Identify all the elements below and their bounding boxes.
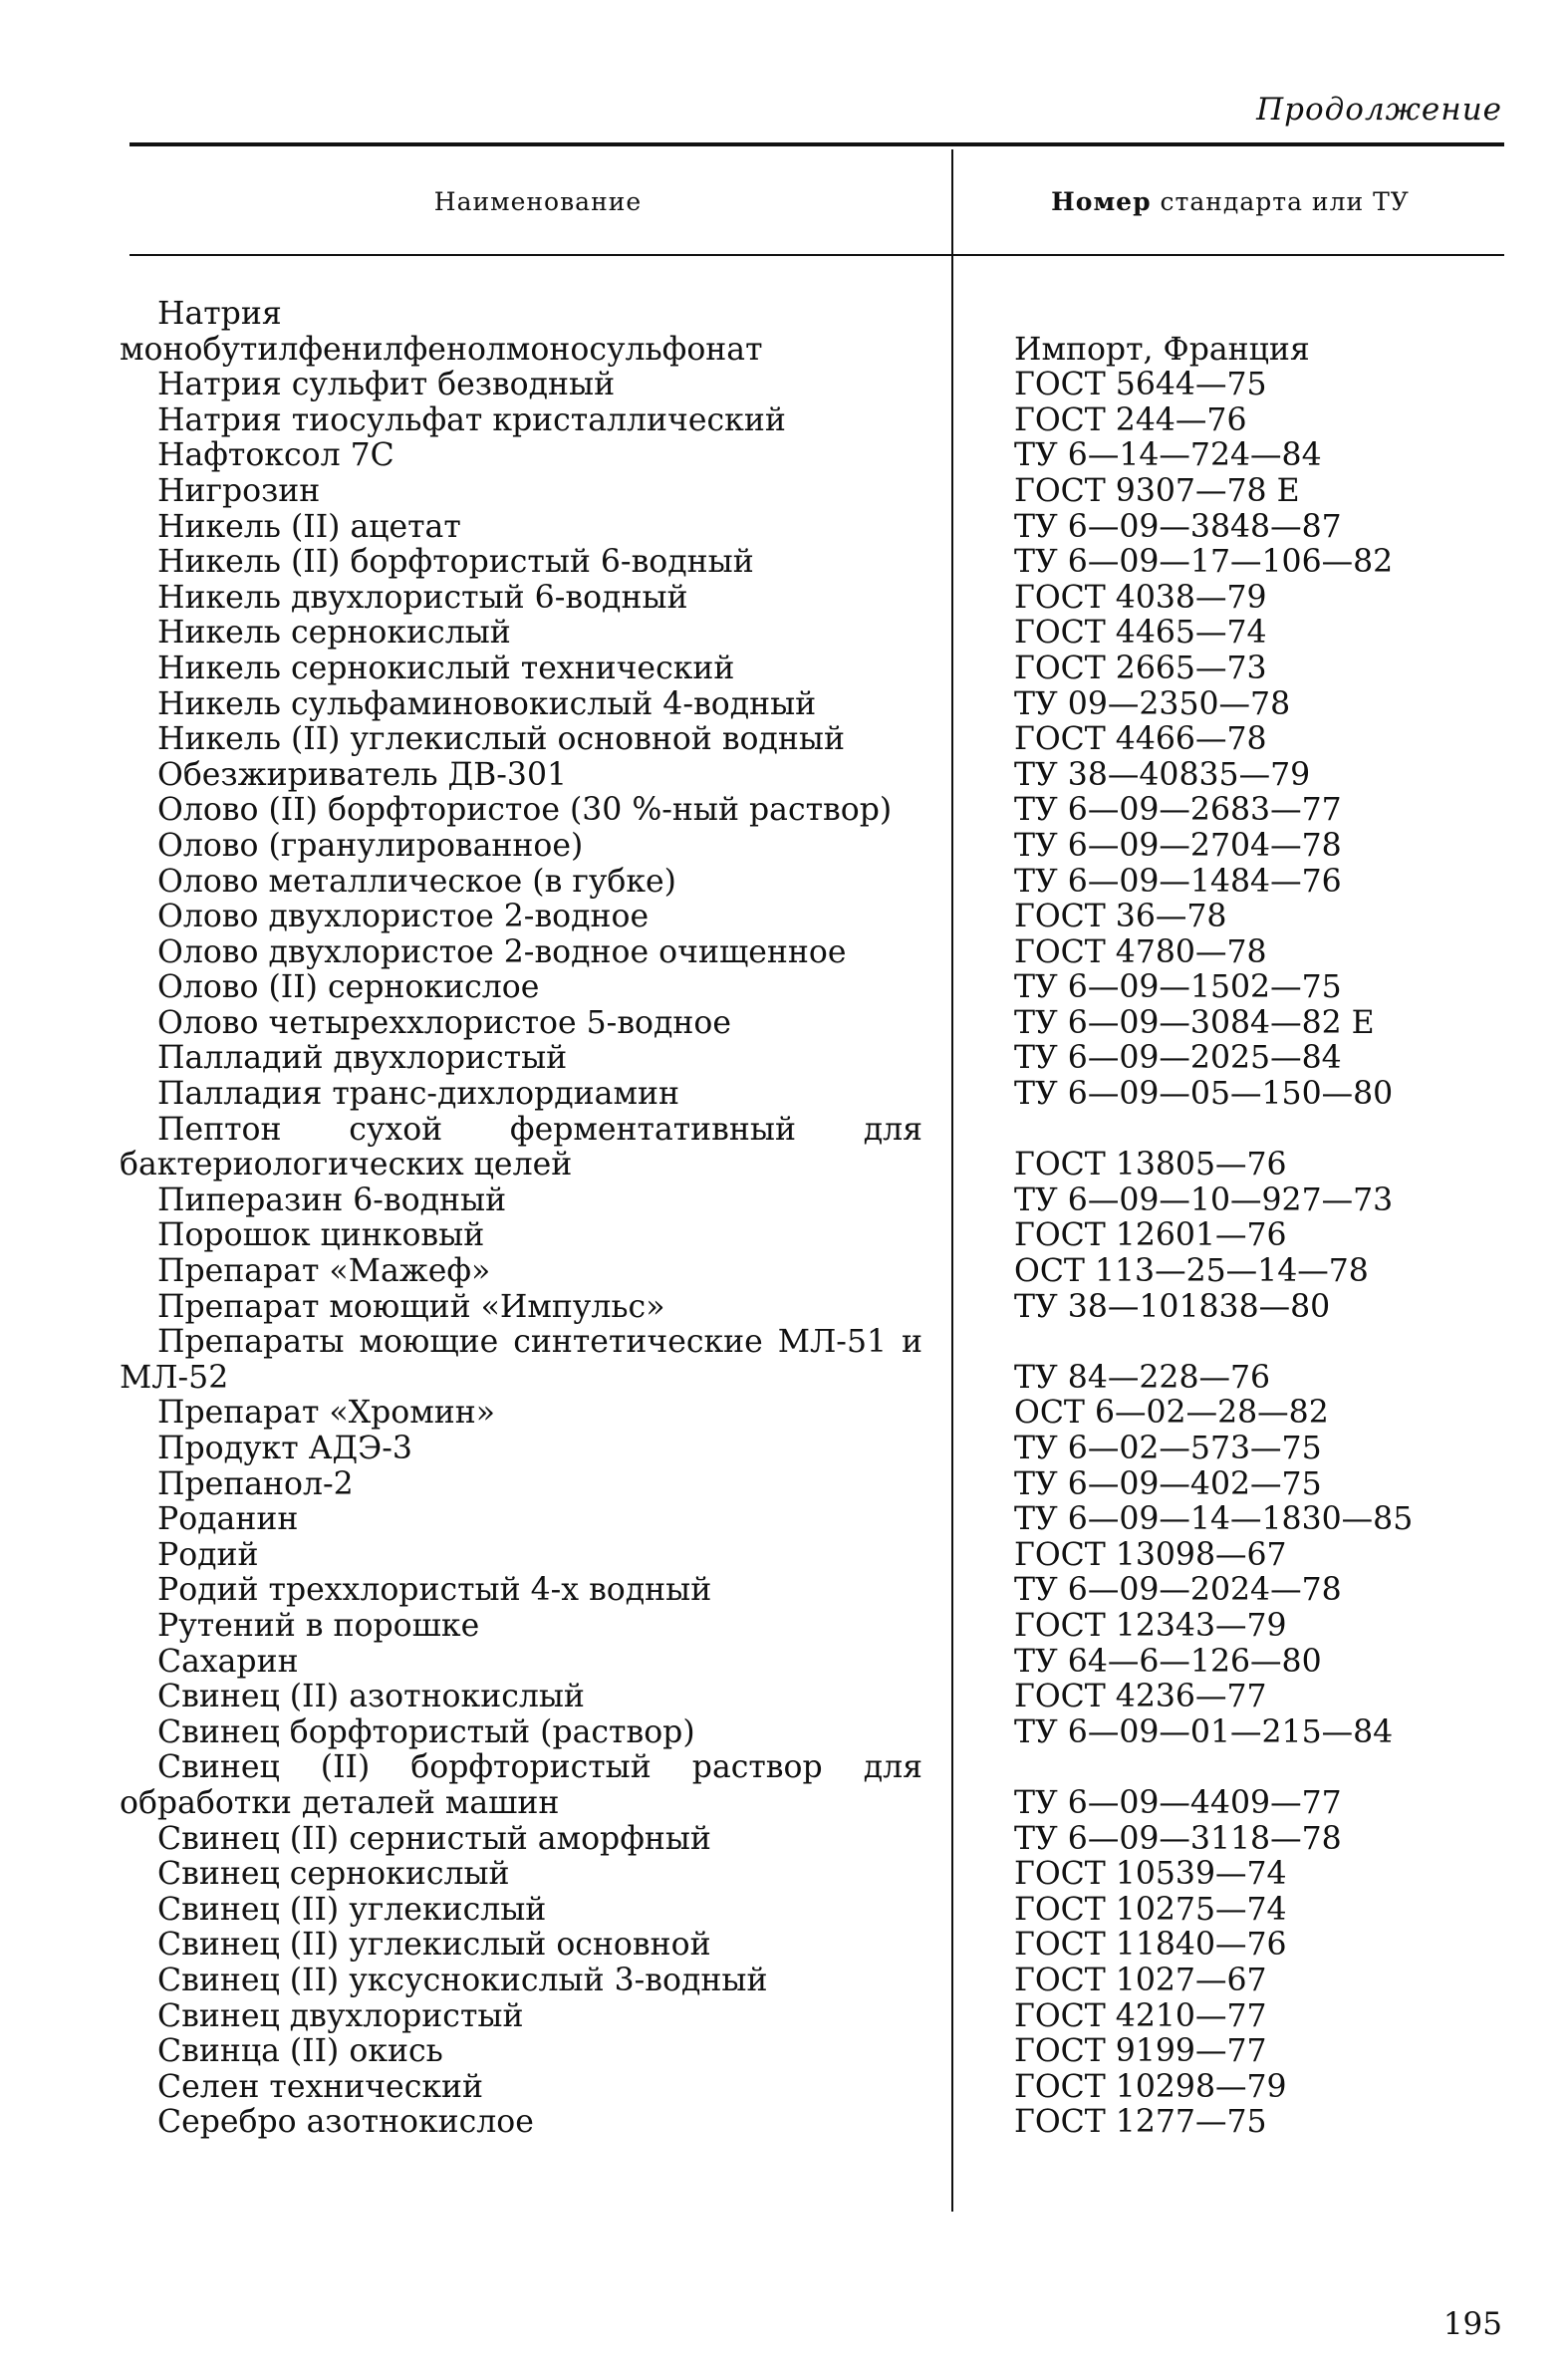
standard-number: ТУ 6—09—2025—84 xyxy=(1014,1040,1342,1077)
standard-number: ОСТ 113—25—14—78 xyxy=(1014,1253,1369,1290)
standard-number: ГОСТ 2665—73 xyxy=(1014,650,1267,686)
standard-number: ГОСТ 4038—79 xyxy=(1014,579,1267,616)
table-row xyxy=(0,1715,1568,1751)
substance-name: Олово (гранулированное) xyxy=(157,827,584,864)
substance-name: Никель двухлористый 6-водный xyxy=(157,579,688,616)
substance-name: Пептон сухой ферментативный для бактериологических целей xyxy=(120,1111,922,1183)
table-row xyxy=(0,297,1568,368)
table-top-rule xyxy=(130,142,1504,146)
substance-name: Препарат «Мажеф» xyxy=(157,1253,491,1290)
standard-number: ГОСТ 13805—76 xyxy=(1014,1147,1287,1183)
substance-name: Свинец борфтористый (раствор) xyxy=(157,1713,695,1750)
standard-number: ТУ 6—09—2024—78 xyxy=(1014,1572,1342,1609)
standard-number: ГОСТ 1027—67 xyxy=(1014,1962,1267,1998)
substance-name: Родий треххлористый 4-х водный xyxy=(157,1572,712,1609)
standard-number: ТУ 6—09—2683—77 xyxy=(1014,792,1342,829)
substance-name: Палладия транс-дихлордиамин xyxy=(157,1076,679,1113)
standard-number: ГОСТ 4465—74 xyxy=(1014,615,1267,652)
table-body xyxy=(0,297,1568,2141)
table-row xyxy=(0,368,1568,403)
standard-number: ТУ 6—09—10—927—73 xyxy=(1014,1182,1394,1218)
standard-number: ГОСТ 12343—79 xyxy=(1014,1607,1287,1644)
substance-name: Свинец сернокислый xyxy=(157,1856,510,1893)
substance-name: Никель (II) ацетат xyxy=(157,508,461,545)
table-row xyxy=(0,545,1568,581)
standard-number: ГОСТ 9307—78 Е xyxy=(1014,472,1300,509)
standard-number: ТУ 38—40835—79 xyxy=(1014,756,1311,793)
substance-name: Рутений в порошке xyxy=(157,1607,480,1644)
substance-name: Олово четыреххлористое 5-водное xyxy=(157,1004,732,1041)
table-row xyxy=(0,2034,1568,2070)
substance-name: Олово двухлористое 2-водное xyxy=(157,899,650,935)
page-number: 195 xyxy=(1442,2306,1502,2342)
table-row xyxy=(0,581,1568,617)
table-row xyxy=(0,1432,1568,1467)
table-row xyxy=(0,1218,1568,1254)
substance-name: Натрия тиосульфат кристаллический xyxy=(157,401,786,438)
standard-number: ГОСТ 4210—77 xyxy=(1014,1997,1267,2034)
column-header-standard-bold: Номер xyxy=(1051,187,1152,216)
substance-name: Серебро азотнокислое xyxy=(157,2104,534,2141)
standard-number: ТУ 6—02—573—75 xyxy=(1014,1431,1322,1466)
standard-number: ТУ 09—2350—78 xyxy=(1014,685,1291,722)
standard-number: ТУ 6—09—1502—75 xyxy=(1014,969,1342,1006)
table-row xyxy=(0,865,1568,901)
standard-number: ТУ 6—09—14—1830—85 xyxy=(1014,1501,1414,1538)
table-row xyxy=(0,1928,1568,1964)
substance-name: Натрия сульфит безводный xyxy=(157,367,616,403)
standard-number: ТУ 6—09—01—215—84 xyxy=(1014,1713,1394,1750)
standard-number: ГОСТ 10275—74 xyxy=(1014,1891,1287,1928)
substance-name: Никель (II) углекислый основной водный xyxy=(157,721,845,758)
substance-name: Порошок цинковый xyxy=(157,1217,485,1254)
standard-number: ТУ 6—09—4409—77 xyxy=(1014,1784,1342,1821)
substance-name: Свинца (II) окись xyxy=(157,2033,443,2070)
table-row xyxy=(0,1680,1568,1715)
table-row xyxy=(0,652,1568,687)
table-row xyxy=(0,758,1568,794)
standard-number: ГОСТ 13098—67 xyxy=(1014,1536,1287,1573)
substance-name: Родий xyxy=(157,1536,259,1573)
table-row xyxy=(0,438,1568,474)
table-row xyxy=(0,2070,1568,2106)
standard-number: ТУ 84—228—76 xyxy=(1014,1359,1271,1396)
substance-name: Никель сульфаминовокислый 4-водный xyxy=(157,685,817,722)
substance-name: Олово (II) сернокислое xyxy=(157,969,540,1006)
table-row xyxy=(0,474,1568,510)
standard-number: Импорт, Франция xyxy=(1014,331,1310,368)
table-row xyxy=(0,1254,1568,1290)
table-row xyxy=(0,900,1568,935)
substance-name: Свинец (II) углекислый основной xyxy=(157,1927,711,1964)
standard-number: ГОСТ 1277—75 xyxy=(1014,2104,1267,2141)
substance-name: Обезжириватель ДВ-301 xyxy=(157,756,568,793)
table-row xyxy=(0,1822,1568,1858)
standard-number: ГОСТ 244—76 xyxy=(1014,401,1247,438)
substance-name: Никель (II) борфтористый 6-водный xyxy=(157,544,754,581)
standard-number: ТУ 6—09—1484—76 xyxy=(1014,863,1342,900)
table-row xyxy=(0,722,1568,758)
table-row xyxy=(0,687,1568,723)
table-row xyxy=(0,1573,1568,1609)
standard-number: ТУ 6—14—724—84 xyxy=(1014,437,1322,474)
standard-number: ГОСТ 12601—76 xyxy=(1014,1217,1287,1254)
standard-number: ГОСТ 9199—77 xyxy=(1014,2033,1267,2070)
standard-number: ГОСТ 10298—79 xyxy=(1014,2068,1287,2105)
table-row xyxy=(0,1467,1568,1503)
substance-name: Палладий двухлористый xyxy=(157,1040,568,1077)
substance-name: Натрия монобутилфенилфенолмоносульфонат xyxy=(120,296,763,368)
substance-name: Нафтоксол 7С xyxy=(157,437,394,474)
table-row xyxy=(0,1041,1568,1077)
table-row xyxy=(0,1077,1568,1113)
substance-name: Сахарин xyxy=(157,1643,299,1680)
table-row xyxy=(0,1502,1568,1538)
table-row xyxy=(0,1290,1568,1326)
substance-name: Свинец двухлористый xyxy=(157,1997,524,2034)
substance-name: Препарат «Хромин» xyxy=(157,1395,496,1432)
standard-number: ОСТ 6—02—28—82 xyxy=(1014,1395,1329,1432)
standard-number: ТУ 6—09—402—75 xyxy=(1014,1465,1322,1502)
standard-number: ТУ 6—09—2704—78 xyxy=(1014,827,1342,864)
standard-number: ТУ 6—09—3084—82 Е xyxy=(1014,1004,1375,1041)
table-row xyxy=(0,1183,1568,1219)
substance-name: Свинец (II) уксуснокислый 3-водный xyxy=(157,1962,768,1998)
substance-name: Препарат моющий «Импульс» xyxy=(157,1288,665,1325)
standard-number: ТУ 38—101838—80 xyxy=(1014,1288,1331,1325)
table-row xyxy=(0,1857,1568,1893)
table-row xyxy=(0,935,1568,971)
standard-number: ГОСТ 36—78 xyxy=(1014,899,1227,935)
table-row xyxy=(0,1006,1568,1042)
substance-name: Препанол-2 xyxy=(157,1465,354,1502)
column-header-standard xyxy=(956,187,1504,216)
table-row xyxy=(0,1999,1568,2035)
standard-number: ТУ 64—6—126—80 xyxy=(1014,1643,1322,1680)
substance-name: Свинец (II) сернистый аморфный xyxy=(157,1820,711,1857)
substance-name: Олово двухлористое 2-водное очищенное xyxy=(157,933,847,970)
substance-name: Никель сернокислый xyxy=(157,615,511,652)
table-row xyxy=(0,1609,1568,1645)
standard-number: ГОСТ 4780—78 xyxy=(1014,933,1267,970)
header-bottom-rule xyxy=(130,254,1504,256)
substance-name: Свинец (II) борфтористый раствор для обработки деталей машин xyxy=(120,1749,922,1821)
table-row xyxy=(0,1538,1568,1574)
substance-name: Олово металлическое (в губке) xyxy=(157,863,676,900)
substance-name: Свинец (II) азотнокислый xyxy=(157,1679,585,1715)
standard-number: ТУ 6—09—3118—78 xyxy=(1014,1820,1342,1857)
table-row xyxy=(0,970,1568,1006)
table-row xyxy=(0,510,1568,546)
substance-name: Препараты моющие синтетические МЛ-51 и МЛ-52 xyxy=(120,1324,922,1396)
substance-name: Селен технический xyxy=(157,2068,484,2105)
table-row xyxy=(0,2105,1568,2141)
standard-number: ТУ 6—09—3848—87 xyxy=(1014,508,1342,545)
standard-number: ГОСТ 4466—78 xyxy=(1014,721,1267,758)
standard-number: ТУ 6—09—17—106—82 xyxy=(1014,544,1394,581)
table-row xyxy=(0,1964,1568,1999)
table-row xyxy=(0,616,1568,652)
table-row xyxy=(0,793,1568,829)
column-header-name: Наименование xyxy=(433,187,643,216)
substance-name: Олово (II) борфтористое (30 %-ный раствор) xyxy=(157,792,893,829)
substance-name: Никель сернокислый технический xyxy=(157,650,735,686)
table-row xyxy=(0,829,1568,865)
substance-name: Роданин xyxy=(157,1501,299,1538)
standard-number: ГОСТ 10539—74 xyxy=(1014,1856,1287,1893)
table-row xyxy=(0,1396,1568,1432)
standard-number: ГОСТ 11840—76 xyxy=(1014,1927,1287,1964)
substance-name: Продукт АДЭ-3 xyxy=(157,1431,412,1466)
table-row xyxy=(0,1893,1568,1929)
table-row xyxy=(0,1325,1568,1396)
standard-number: ГОСТ 4236—77 xyxy=(1014,1679,1267,1715)
table-row xyxy=(0,1750,1568,1821)
continuation-label: Продолжение xyxy=(1256,92,1502,128)
standard-number: ГОСТ 5644—75 xyxy=(1014,367,1267,403)
table-row xyxy=(0,1113,1568,1183)
substance-name: Нигрозин xyxy=(157,472,321,509)
table-row xyxy=(0,403,1568,439)
substance-name: Свинец (II) углекислый xyxy=(157,1891,547,1928)
substance-name: Пиперазин 6-водный xyxy=(157,1182,507,1218)
column-header-standard-rest: стандарта или ТУ xyxy=(1160,187,1410,216)
standard-number: ТУ 6—09—05—150—80 xyxy=(1014,1076,1394,1113)
table-row xyxy=(0,1645,1568,1681)
